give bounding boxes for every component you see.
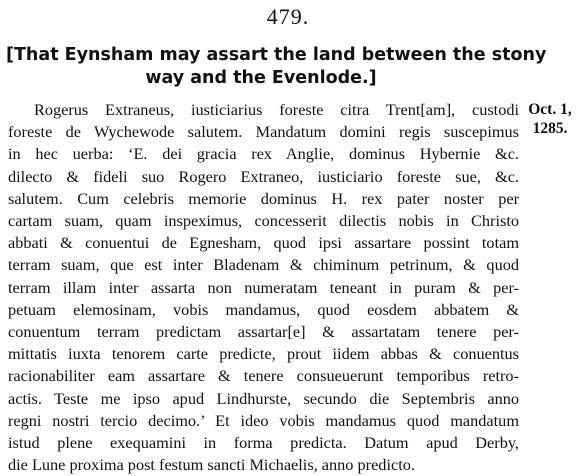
text-line: regni nostri tercio decimo.’ Et ideo vobis mandamus quod mandatum [8, 410, 519, 430]
text-line: cartam suam, quam inspeximus, concesserit dilectis nobis in Christo [8, 211, 519, 231]
text-line: Rogerus Extraneus, iusticiarius foreste citra Trent[am], custodi [34, 100, 519, 119]
margin-year: 1285. [532, 120, 568, 137]
text-line: salutem. Cum celebris memorie dominus H. rex pater noster per [8, 188, 519, 208]
heading-line-2: way and the Evenlode.] [145, 68, 377, 88]
text-line: racionabiliter eam assartare & tenere consueuerunt temporibus retro- [8, 366, 519, 386]
text-line: conuentum terram predictam assartar[e] & assartatam tenere per- [8, 322, 519, 342]
document-heading [6, 44, 547, 90]
text-line: terram suam, que est inter Bladenam & chiminum petrinum, & quod [8, 255, 519, 275]
margin-date-note [524, 100, 576, 138]
text-line: petuam elemosinam, vobis mandamus, quod eosdem abbatem & [8, 299, 519, 319]
page-number: 479. [266, 4, 310, 29]
charter-text [8, 99, 519, 476]
text-line: istud plene exequamini in forma predicta. Datum apud Derby, [8, 433, 519, 453]
text-line: foreste de Wychewode salutem. Mandatum domini regis suscepimus [8, 122, 519, 142]
text-line: in hec uerba: ‘E. dei gracia rex Anglie, dominus Hybernie &c. [8, 144, 519, 164]
margin-date: Oct. 1, [528, 101, 572, 118]
text-line: terram illam inter assarta non numeratam teneant in puram & per- [8, 277, 519, 297]
text-line: dilecto & fideli suo Rogero Extraneo, iusticiario foreste sue, &c. [8, 166, 519, 186]
text-line: mittatis iuxta tenorem carte predicte, prout iidem abbas & conuentus [8, 344, 519, 364]
text-line: die Lune proxima post festum sancti Michaelis, anno predicto. [8, 455, 415, 475]
text-line: abbati & conuentui de Egnesham, quod ipsi assartare possint totam [8, 233, 519, 253]
heading-line-1: [That Eynsham may assart the land between the stony [6, 45, 547, 65]
text-line: actis. Teste me ipso apud Lindhurste, secundo die Septembris anno [8, 388, 519, 408]
